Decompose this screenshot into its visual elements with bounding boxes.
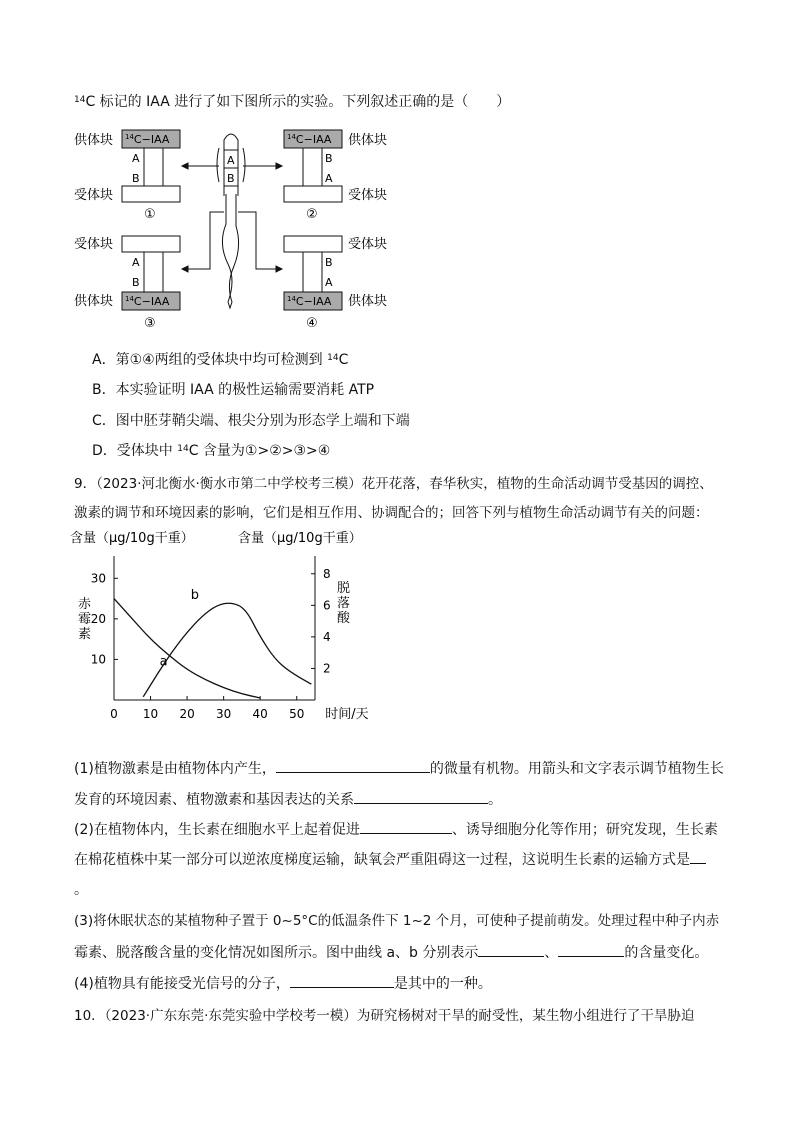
segment-A-label-4: A	[325, 276, 333, 289]
left-unit-label: 含量（μg/10g干重）	[70, 531, 194, 546]
right-axis-label-char: 落	[337, 596, 351, 611]
segment-B-label-1: B	[132, 172, 140, 185]
left-axis-label-char: 霉	[78, 612, 92, 627]
left-axis-label-char: 素	[78, 627, 92, 642]
answer-blank-6[interactable]	[558, 942, 624, 957]
q9-sub2-line2: 在棉花植株中某一部分可以逆浓度梯度运输，缺氧会严重阻碍这一过程，这说明生长素的运输方式是	[74, 849, 706, 870]
right-axis-label-char: 脱	[337, 581, 351, 596]
segment-A-label-2: A	[325, 172, 333, 185]
x-tick-label: 30	[215, 707, 232, 721]
group-num-1: ①	[144, 207, 156, 222]
question-intro: $^{14}$C 标记的 IAA 进行了如下图所示的实验。下列叙述正确的是（ ）	[74, 94, 511, 110]
receptor-label-3: 受体块	[74, 237, 114, 252]
q9-sub2-line1: (2)在植物体内，生长素在细胞水平上起着促进 、诱导细胞分化等作用；研究发现，生长素	[74, 819, 718, 840]
receptor-label-1: 受体块	[74, 188, 114, 203]
q9-line1: 9．（2023·河北衡水·衡水市第二中学校考三模）花开花落，春华秋实，植物的生命活动调节受基因的调控、	[74, 476, 713, 492]
donor-label-1: 供体块	[74, 133, 114, 148]
q9-sub2-line3: 。	[74, 882, 88, 898]
option-B[interactable]: B．本实验证明 IAA 的极性运输需要消耗 ATP	[92, 382, 375, 398]
q9-sub4-line1: (4)植物具有能接受光信号的分子， 是其中的一种。	[74, 973, 492, 994]
receptor-label-2: 受体块	[348, 188, 388, 203]
hormone-content-chart	[70, 528, 370, 728]
option-D[interactable]: D．受体块中 $^{14}$C 含量为①>②>③>④	[92, 443, 331, 459]
y-right-tick-label: 8	[323, 566, 331, 581]
q9-line2: 激素的调节和环境因素的影响，它们是相互作用、协调配合的；回答下列与植物生命活动调节有关的问题：	[74, 505, 709, 521]
seedling-B-label: B	[227, 172, 235, 185]
seedling-A-label: A	[227, 154, 235, 167]
y-right-tick-label: 4	[323, 629, 331, 644]
option-A[interactable]: A．第①④两组的受体块中均可检测到 $^{14}$C	[92, 352, 349, 368]
y-left-tick-label: 30	[90, 571, 106, 586]
answer-blank-2[interactable]	[354, 789, 488, 804]
q10-line1: 10．（2023·广东东莞·东莞实验中学校考一模）为研究杨树对干旱的耐受性，某生物小组进行了干旱胁迫	[74, 1008, 695, 1024]
x-tick-label: 50	[289, 707, 305, 721]
option-C[interactable]: C．图中胚芽鞘尖端、根尖分别为形态学上端和下端	[92, 413, 410, 429]
c14-iaa-label-1: $^{14}$C−IAA	[125, 133, 170, 146]
right-unit-label: 含量（μg/10g干重）	[238, 531, 362, 546]
series-line-a	[114, 599, 260, 698]
c14-iaa-label-2: $^{14}$C−IAA	[287, 133, 332, 146]
c14-iaa-label-3: $^{14}$C−IAA	[125, 295, 170, 308]
segment-B-label-4: B	[325, 256, 333, 269]
x-tick-label: 10	[142, 707, 159, 721]
segment-B-label-2: B	[325, 152, 333, 165]
y-left-tick-label: 10	[90, 652, 106, 667]
answer-blank-1[interactable]	[276, 758, 430, 773]
experiment-diagram	[70, 124, 410, 334]
y-right-tick-label: 6	[323, 598, 331, 613]
answer-blank-3[interactable]	[360, 819, 452, 834]
q9-sub1-line1: (1)植物激素是由植物体内产生， 的微量有机物。用箭头和文字表示调节植物生长	[74, 758, 724, 779]
c14-iaa-label-4: $^{14}$C−IAA	[287, 295, 332, 308]
x-tick-label: 20	[179, 707, 195, 721]
q9-sub3-line2: 霉素、脱落酸含量的变化情况如图所示。图中曲线 a、b 分别表示 、 的含量变化。	[74, 942, 708, 963]
segment-A-label-3: A	[132, 256, 140, 269]
answer-blank-7[interactable]	[290, 973, 394, 988]
left-axis-label-char: 赤	[78, 597, 92, 612]
group-num-3: ③	[144, 316, 156, 331]
group-num-2: ②	[306, 207, 318, 222]
x-tick-label: 40	[252, 707, 268, 721]
y-left-tick-label: 20	[90, 611, 106, 626]
donor-label-4: 供体块	[348, 294, 388, 309]
donor-label-2: 供体块	[348, 133, 388, 148]
x-axis-label: 时间/天	[325, 707, 369, 722]
donor-label-3: 供体块	[74, 294, 114, 309]
y-right-tick-label: 2	[323, 661, 331, 676]
receptor-label-4: 受体块	[348, 237, 388, 252]
answer-blank-5[interactable]	[478, 942, 544, 957]
x-tick-label: 0	[110, 707, 118, 721]
segment-A-label-1: A	[132, 152, 140, 165]
series-label-b: b	[190, 588, 200, 604]
group-num-4: ④	[306, 316, 318, 331]
segment-B-label-3: B	[132, 276, 140, 289]
right-axis-label-char: 酸	[337, 611, 351, 626]
series-line-b	[143, 603, 311, 697]
answer-blank-4[interactable]	[690, 849, 706, 864]
q9-sub1-line2: 发育的环境因素、植物激素和基因表达的关系 。	[74, 789, 502, 810]
q9-sub3-line1: (3)将休眠状态的某植物种子置于 0~5°C的低温条件下 1~2 个月，可使种子提前萌发。处理过程中种子内赤	[74, 913, 720, 929]
series-label-a: a	[159, 654, 168, 670]
